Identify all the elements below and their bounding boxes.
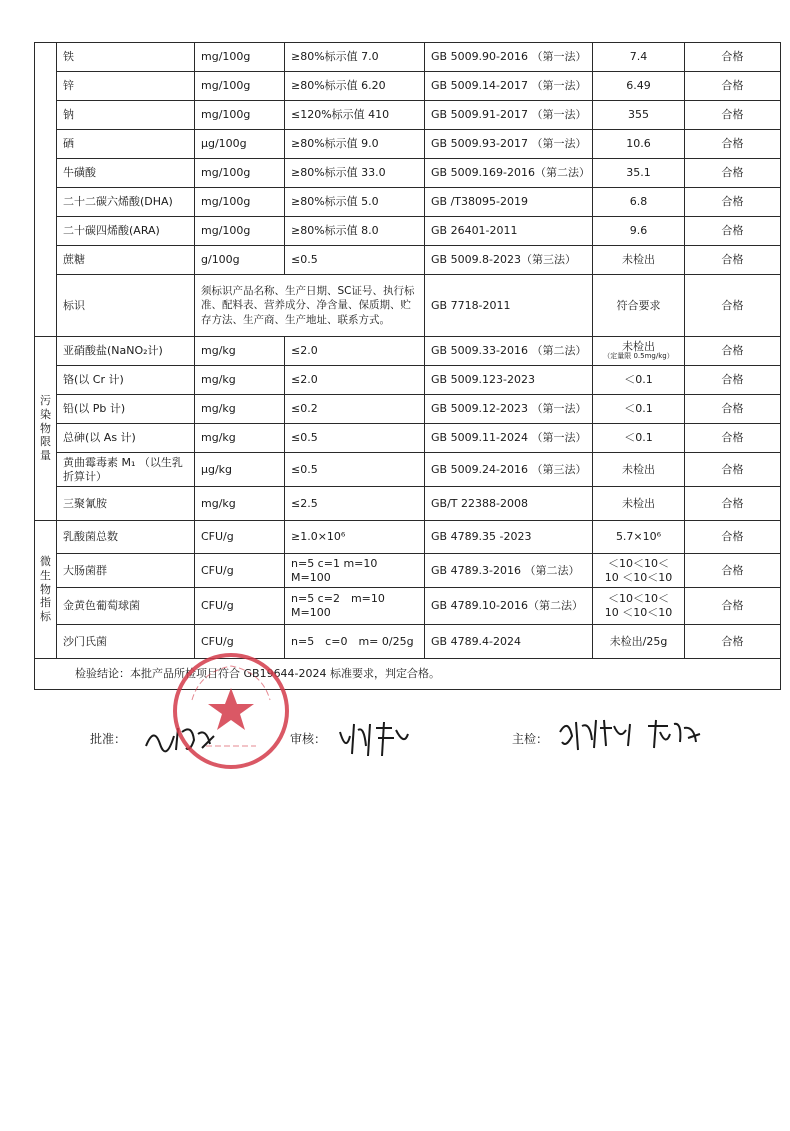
unit: mg/kg: [195, 487, 285, 521]
unit: CFU/g: [195, 625, 285, 659]
conclusion: 合格: [685, 188, 781, 217]
category-cell-empty: [35, 43, 57, 337]
review-signature: [334, 716, 414, 760]
table-row: [35, 130, 781, 159]
conclusion: 合格: [685, 366, 781, 395]
item-name: 锌: [57, 72, 195, 101]
method: GB 5009.90-2016 （第一法）: [425, 43, 593, 72]
result: 10.6: [593, 130, 685, 159]
table-row: [35, 101, 781, 130]
unit: mg/100g: [195, 188, 285, 217]
unit: mg/kg: [195, 366, 285, 395]
result: 355: [593, 101, 685, 130]
table-row: [35, 275, 781, 337]
result: 未检出: [593, 487, 685, 521]
standard: ≥80%标示值 33.0: [285, 159, 425, 188]
method: GB/T 22388-2008: [425, 487, 593, 521]
table-row: [35, 424, 781, 453]
result-note: （定量限 0.5mg/kg）: [603, 352, 674, 361]
unit: CFU/g: [195, 521, 285, 554]
category-microbial: [35, 521, 57, 659]
table-row: [35, 366, 781, 395]
unit: μg/100g: [195, 130, 285, 159]
result: 6.49: [593, 72, 685, 101]
standard: ≤120%标示值 410: [285, 101, 425, 130]
result: ＜0.1: [593, 424, 685, 453]
conclusion: 合格: [685, 101, 781, 130]
table-row: [35, 625, 781, 659]
table-row: [35, 521, 781, 554]
conclusion: 合格: [685, 130, 781, 159]
standard: ≤0.2: [285, 395, 425, 424]
unit: mg/100g: [195, 217, 285, 246]
chief-signature: [556, 712, 706, 756]
item-name: 三聚氰胺: [57, 487, 195, 521]
conclusion: 合格: [685, 453, 781, 487]
method: GB 5009.91-2017 （第一法）: [425, 101, 593, 130]
conclusion: 合格: [685, 487, 781, 521]
method: GB 5009.169-2016（第二法）: [425, 159, 593, 188]
conclusion: 合格: [685, 275, 781, 337]
method: GB 4789.4-2024: [425, 625, 593, 659]
conclusion: 合格: [685, 424, 781, 453]
result: ＜0.1: [593, 395, 685, 424]
table-row: [35, 246, 781, 275]
standard: n=5 c=1 m=10 M=100: [285, 554, 425, 588]
result: ＜10＜10＜10 ＜10＜10: [593, 588, 685, 625]
standard: ≥80%标示值 5.0: [285, 188, 425, 217]
method: GB 5009.8-2023（第三法）: [425, 246, 593, 275]
standard: ≥80%标示值 7.0: [285, 43, 425, 72]
item-name: 铅(以 Pb 计): [57, 395, 195, 424]
result: 符合要求: [593, 275, 685, 337]
conclusion: 合格: [685, 159, 781, 188]
conclusion: 合格: [685, 43, 781, 72]
conclusion-text: 检验结论：本批产品所检项目符合 GB19644-2024 标准要求，判定合格。: [35, 659, 781, 690]
result: 6.8: [593, 188, 685, 217]
item-name: 总砷(以 As 计): [57, 424, 195, 453]
standard: ≤0.5: [285, 453, 425, 487]
official-stamp: [170, 650, 292, 772]
standard: n=5 c=0 m= 0/25g: [285, 625, 425, 659]
result: 5.7×10⁶: [593, 521, 685, 554]
method: GB 5009.24-2016 （第三法）: [425, 453, 593, 487]
result: 9.6: [593, 217, 685, 246]
item-name: 蔗糖: [57, 246, 195, 275]
unit: CFU/g: [195, 554, 285, 588]
result-value: 未检出: [622, 340, 655, 354]
item-name: 铁: [57, 43, 195, 72]
item-name: 标识: [57, 275, 195, 337]
conclusion: 合格: [685, 217, 781, 246]
conclusion: 合格: [685, 554, 781, 588]
conclusion: 合格: [685, 588, 781, 625]
conclusion-row: [35, 659, 781, 690]
standard: ≤2.5: [285, 487, 425, 521]
unit: mg/kg: [195, 337, 285, 366]
unit: mg/100g: [195, 101, 285, 130]
table-row: [35, 453, 781, 487]
item-name: 亚硝酸盐(NaNO₂计): [57, 337, 195, 366]
item-name: 乳酸菌总数: [57, 521, 195, 554]
standard: ≥80%标示值 6.20: [285, 72, 425, 101]
table-row: [35, 217, 781, 246]
standard: ≤0.5: [285, 246, 425, 275]
table-row: [35, 588, 781, 625]
method: GB /T38095-2019: [425, 188, 593, 217]
table-row: [35, 487, 781, 521]
conclusion: 合格: [685, 72, 781, 101]
conclusion: 合格: [685, 337, 781, 366]
standard: ≥80%标示值 9.0: [285, 130, 425, 159]
unit: mg/kg: [195, 424, 285, 453]
result: [593, 337, 685, 366]
method: GB 5009.12-2023 （第一法）: [425, 395, 593, 424]
result: 未检出: [593, 453, 685, 487]
conclusion: 合格: [685, 625, 781, 659]
result: 未检出: [593, 246, 685, 275]
result: 未检出/25g: [593, 625, 685, 659]
result: ＜10＜10＜10 ＜10＜10: [593, 554, 685, 588]
unit: g/100g: [195, 246, 285, 275]
standard: ≥1.0×10⁶: [285, 521, 425, 554]
unit: mg/kg: [195, 395, 285, 424]
item-name: 铬(以 Cr 计): [57, 366, 195, 395]
standard: 须标识产品名称、生产日期、SC证号、执行标准、配料表、营养成分、净含量、保质期、贮存方法、生产商、生产地址、联系方式。: [195, 275, 425, 337]
chief-label: 主检：: [512, 732, 549, 746]
unit: μg/kg: [195, 453, 285, 487]
table-row: [35, 159, 781, 188]
standard: ≤2.0: [285, 366, 425, 395]
method: GB 5009.11-2024 （第一法）: [425, 424, 593, 453]
item-name: 沙门氏菌: [57, 625, 195, 659]
standard: n=5 c=2 m=10 M=100: [285, 588, 425, 625]
method: GB 26401-2011: [425, 217, 593, 246]
result: 7.4: [593, 43, 685, 72]
result: 35.1: [593, 159, 685, 188]
standard: ≥80%标示值 8.0: [285, 217, 425, 246]
table-row: [35, 188, 781, 217]
table-row: [35, 43, 781, 72]
conclusion: 合格: [685, 521, 781, 554]
unit: mg/100g: [195, 72, 285, 101]
inspection-table: [34, 42, 781, 690]
table-row: [35, 72, 781, 101]
item-name: 硒: [57, 130, 195, 159]
table-row: [35, 395, 781, 424]
category-label: 微 生 物 指 标: [40, 555, 51, 624]
unit: mg/100g: [195, 159, 285, 188]
method: GB 4789.35 -2023: [425, 521, 593, 554]
conclusion: 合格: [685, 395, 781, 424]
standard: ≤0.5: [285, 424, 425, 453]
method: GB 7718-2011: [425, 275, 593, 337]
item-name: 钠: [57, 101, 195, 130]
item-name: 金黄色葡萄球菌: [57, 588, 195, 625]
method: GB 5009.33-2016 （第二法）: [425, 337, 593, 366]
table-row: [35, 554, 781, 588]
item-name: 二十碳四烯酸(ARA): [57, 217, 195, 246]
method: GB 5009.123-2023: [425, 366, 593, 395]
method: GB 5009.14-2017 （第一法）: [425, 72, 593, 101]
item-name: 大肠菌群: [57, 554, 195, 588]
table-row: [35, 337, 781, 366]
unit: mg/100g: [195, 43, 285, 72]
method: GB 4789.10-2016（第二法）: [425, 588, 593, 625]
category-contaminants: [35, 337, 57, 521]
item-name: 黄曲霉毒素 M₁ （以生乳折算计）: [57, 453, 195, 487]
item-name: 二十二碳六烯酸(DHA): [57, 188, 195, 217]
standard: ≤2.0: [285, 337, 425, 366]
method: GB 4789.3-2016 （第二法）: [425, 554, 593, 588]
result: ＜0.1: [593, 366, 685, 395]
unit: CFU/g: [195, 588, 285, 625]
conclusion: 合格: [685, 246, 781, 275]
approve-label: 批准：: [90, 732, 127, 746]
category-label: 污 染 物 限 量: [40, 394, 51, 463]
review-label: 审核：: [290, 732, 327, 746]
method: GB 5009.93-2017 （第一法）: [425, 130, 593, 159]
item-name: 牛磺酸: [57, 159, 195, 188]
